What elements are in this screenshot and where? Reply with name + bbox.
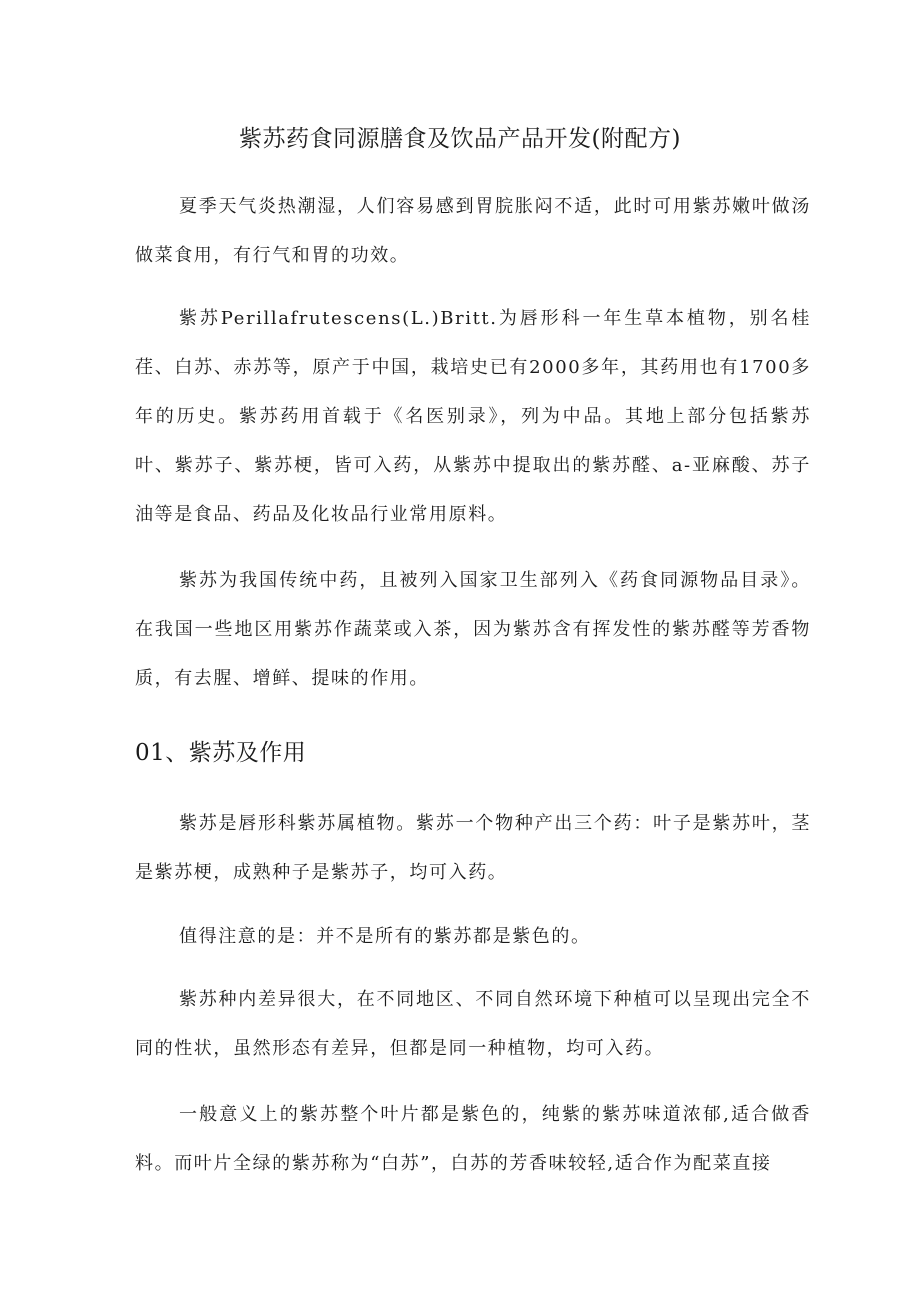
- paragraph-perilla-description: 紫苏Perillafrutescens(L.)Britt.为唇形科一年生草本植物，别名桂荏、白苏、赤苏等，原产于中国，栽培史已有2000多年，其药用也有1700多年的历史。紫苏药用首载于《名医别录》，列为中品。其地上部分包括紫苏叶、紫苏子、紫苏梗，皆可入药，从紫苏中提取出的紫苏醛、a-亚麻酸、苏子油等是食品、药品及化妆品行业常用原料。: [135, 308, 811, 525]
- paragraph-color-note: 值得注意的是：并不是所有的紫苏都是紫色的。: [179, 926, 591, 947]
- paragraph-purple-vs-white: 一般意义上的紫苏整个叶片都是紫色的，纯紫的紫苏味道浓郁,适合做香料。而叶片全绿的紫苏称为“白苏”，白苏的芳香味较轻,适合作为配菜直接: [135, 1104, 811, 1174]
- document-title: 紫苏药食同源膳食及饮品产品开发(附配方): [239, 126, 681, 152]
- paragraph-variation: 紫苏种内差异很大，在不同地区、不同自然环境下种植可以呈现出完全不同的性状，虽然形态有差异，但都是同一种植物，均可入药。: [135, 989, 811, 1059]
- paragraph-plant-parts: 紫苏是唇形科紫苏属植物。紫苏一个物种产出三个药：叶子是紫苏叶，茎是紫苏梗，成熟种子是紫苏子，均可入药。: [135, 813, 811, 883]
- section-heading: 01、紫苏及作用: [135, 740, 307, 766]
- paragraph-traditional-medicine: 紫苏为我国传统中药，且被列入国家卫生部列入《药食同源物品目录》。在我国一些地区用紫苏作蔬菜或入茶，因为紫苏含有挥发性的紫苏醛等芳香物质，有去腥、增鲜、提味的作用。: [135, 570, 811, 689]
- paragraph-intro-summer: 夏季天气炎热潮湿，人们容易感到胃脘胀闷不适，此时可用紫苏嫩叶做汤做菜食用，有行气和胃的功效。: [135, 196, 811, 266]
